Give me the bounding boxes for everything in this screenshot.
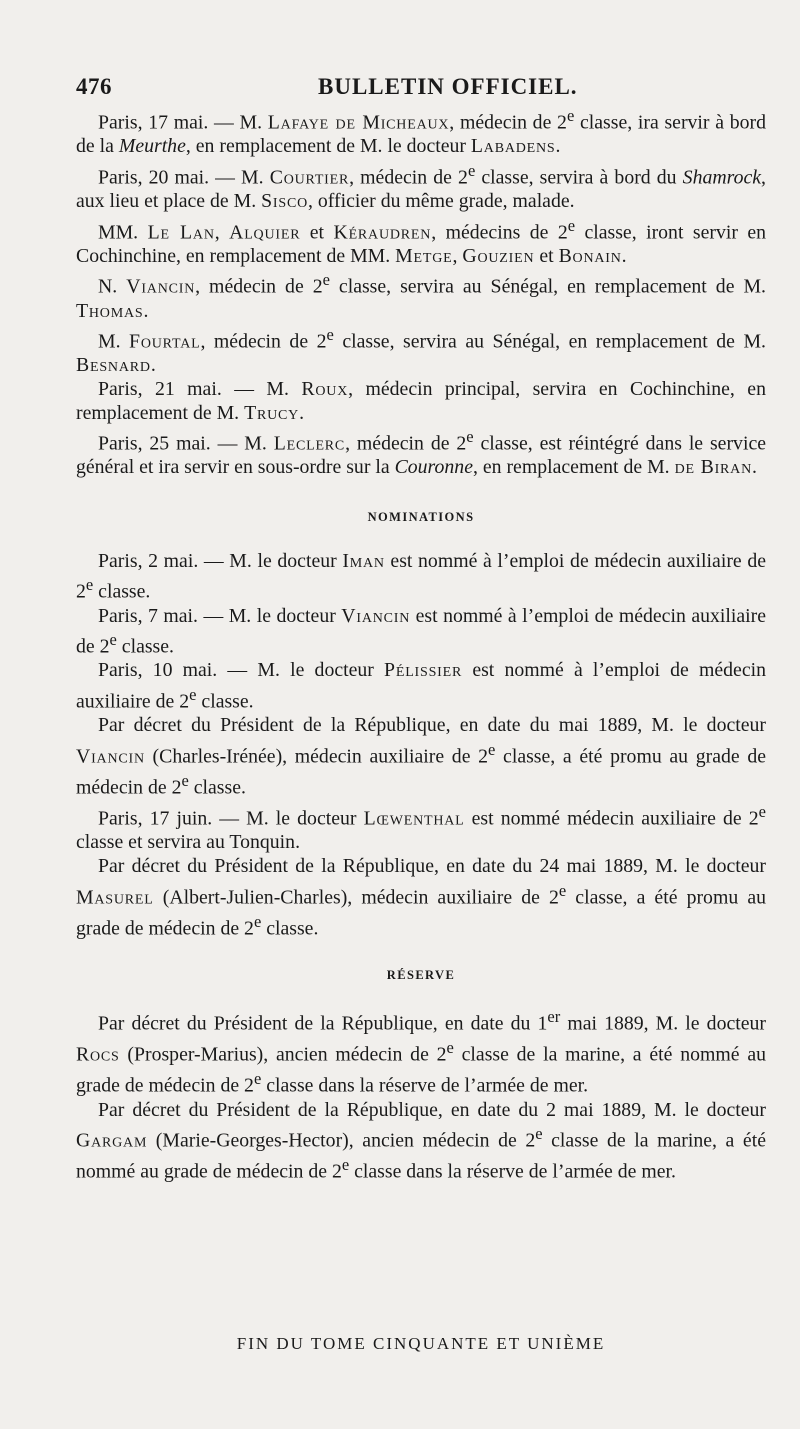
person-name: Bonain — [558, 244, 622, 267]
paragraph — [76, 855, 766, 941]
person-name: Courtier — [269, 166, 350, 189]
text-run: mai 1889, M. le docteur — [560, 1012, 766, 1035]
person-name: Lœwenthal — [363, 807, 465, 830]
text-run: Paris, 21 mai. — M. — [98, 377, 302, 400]
superscript: e — [253, 1069, 262, 1089]
text-run: , médecin de 2 — [195, 275, 323, 298]
text-run: classe. — [93, 581, 151, 604]
text-run: classe et servira au Tonquin. — [76, 831, 301, 854]
text-run: classe de la marine, a été nommé au grade de médecin de 2 — [76, 1043, 766, 1097]
person-name: Besnard — [76, 354, 151, 377]
nominations-title: NOMINATIONS — [367, 509, 475, 524]
person-name: de Biran — [674, 456, 752, 479]
text-run: , médecin de 2 — [345, 432, 467, 455]
text-run: , médecin principal, servira en Cochinchine, en remplacement de M. — [76, 377, 766, 424]
text-run: (Prosper-Marius), ancien médecin de 2 — [119, 1043, 447, 1066]
text-run: classe, a été promu au grade de médecin de 2 — [76, 886, 766, 940]
person-name: Alquier — [229, 221, 301, 244]
text-run: Par décret du Président de la République, en date du 1 — [98, 1012, 548, 1035]
text-run: classe. — [196, 690, 254, 713]
paragraph — [76, 268, 766, 323]
text-run: classe, a été promu au grade de médecin de 2 — [76, 745, 766, 799]
text-run: Paris, 17 juin. — M. le docteur — [98, 807, 364, 830]
text-run: , officier du même grade, malade. — [308, 189, 575, 212]
text-run: classe. — [188, 776, 246, 799]
text-run: (Charles-Irénée), médecin auxiliaire de 2 — [144, 745, 489, 768]
ship-name: Meurthe — [118, 135, 186, 158]
text-run: Par décret du Président de la République, en date du mai 1889, M. le docteur — [98, 714, 766, 737]
paragraph — [76, 425, 766, 480]
end-of-volume-line: FIN DU TOME CINQUANTE ET UNIÈME — [236, 1334, 606, 1354]
superscript: e — [341, 1155, 350, 1175]
text-run: classe dans la réserve de l’armée de mer. — [261, 1074, 589, 1097]
text-run: et — [534, 244, 559, 267]
text-run: Paris, 20 mai. — M. — [98, 166, 270, 189]
text-run: classe, servira au Sénégal, en remplacement de M. — [333, 330, 766, 353]
superscript: e — [322, 270, 330, 290]
superscript: e — [109, 630, 117, 650]
paragraph — [76, 159, 766, 214]
paragraph — [76, 714, 766, 800]
text-run: . — [143, 299, 149, 322]
text-run: (Marie-Georges-Hector), ancien médecin de 2 — [147, 1129, 536, 1152]
text-run: N. — [98, 275, 127, 298]
text-run: , médecin de 2 — [349, 166, 468, 189]
appointments-section — [76, 104, 766, 480]
person-name: Fourtal — [129, 330, 201, 353]
superscript: e — [535, 1124, 543, 1144]
paragraph — [76, 323, 766, 378]
person-name: Leclerc — [273, 432, 346, 455]
superscript: e — [566, 106, 575, 125]
text-run: Par décret du Président de la République, en date du 2 mai 1889, M. le docteur — [98, 1098, 766, 1121]
text-run: . — [299, 401, 305, 424]
page-number: 476 — [76, 74, 112, 99]
text-run: , — [214, 221, 230, 244]
text-run: , aux lieu et place de M. — [76, 166, 766, 212]
person-name: Labadens — [470, 135, 556, 158]
text-run: classe, iront servir en Cochinchine, en remplacement de MM. — [76, 221, 767, 267]
person-name: Kéraudren — [333, 221, 432, 244]
text-run: classe de la marine, a été nommé au grade de médecin de 2 — [76, 1129, 766, 1183]
superscript: e — [181, 771, 189, 790]
person-name: Le Lan — [147, 221, 215, 244]
superscript: e — [253, 911, 262, 931]
text-run: classe. — [116, 635, 174, 658]
text-run: Paris, 17 mai. — M. — [98, 111, 268, 134]
paragraph — [76, 605, 766, 660]
person-name: Gargam — [76, 1129, 148, 1152]
superscript: e — [758, 802, 766, 822]
text-run: Paris, 10 mai. — M. le docteur — [98, 659, 385, 682]
reserve-section — [76, 1005, 766, 1185]
text-run: est nommé à l’emploi de médecin auxiliaire de 2 — [76, 549, 766, 604]
text-run: , en remplacement de M. le docteur — [185, 135, 471, 158]
nominations-section — [76, 550, 766, 941]
paragraph — [76, 1005, 766, 1099]
text-run: classe dans la réserve de l’armée de mer. — [349, 1160, 676, 1183]
text-run: . — [150, 354, 156, 377]
text-run: , médecin de 2 — [449, 111, 567, 134]
text-run: classe. — [261, 917, 319, 940]
paragraph — [76, 550, 766, 605]
text-run: M. — [98, 330, 130, 353]
person-name: Trucy — [244, 401, 300, 424]
paragraph — [76, 214, 766, 269]
text-run: et — [300, 221, 334, 244]
text-run: est nommé à l’emploi de médecin auxiliaire de 2 — [76, 659, 766, 713]
text-run: classe, est réintégré dans le service général et ira servir en sous-ordre sur la — [76, 432, 766, 479]
page-header — [76, 56, 766, 104]
superscript: e — [189, 685, 197, 705]
person-name: Thomas — [76, 299, 144, 322]
superscript: e — [567, 215, 576, 235]
person-name: Gouzien — [462, 244, 535, 267]
text-run: Paris, 7 mai. — M. le docteur — [98, 604, 342, 627]
person-name: Iman — [342, 549, 385, 572]
superscript: er — [547, 1006, 561, 1026]
text-run: MM. — [98, 221, 148, 244]
person-name: Sisco — [261, 189, 309, 212]
person-name: Pélissier — [384, 659, 463, 682]
text-run: . — [555, 135, 561, 158]
text-run: classe, servira à bord du — [475, 166, 683, 189]
text-run: est nommé à l’emploi de médecin auxiliaire de 2 — [76, 604, 767, 658]
text-run: . — [752, 456, 757, 479]
text-run: classe, ira servir à bord de la — [76, 111, 766, 158]
ship-name: Couronne — [394, 456, 473, 479]
paragraph — [76, 659, 766, 714]
superscript: e — [558, 880, 567, 900]
person-name: Metge — [395, 244, 453, 267]
text-run: , en remplacement de M. — [472, 456, 675, 479]
superscript: e — [446, 1038, 454, 1058]
text-run: Paris, 2 mai. — M. le docteur — [98, 549, 343, 572]
person-name: Roux — [301, 377, 349, 400]
paragraph — [76, 1099, 766, 1185]
person-name: Lafaye de Micheaux — [267, 111, 450, 134]
paragraph — [76, 378, 766, 425]
person-name: Masurel — [76, 886, 154, 909]
page — [76, 56, 766, 1354]
person-name: Viancin — [76, 745, 145, 768]
text-run: est nommé médecin auxiliaire de 2 — [464, 807, 759, 830]
superscript: e — [326, 325, 334, 345]
paragraph — [76, 800, 766, 855]
running-title: BULLETIN OFFICIEL. — [318, 74, 578, 99]
superscript: e — [466, 427, 474, 447]
superscript: e — [488, 739, 496, 759]
paragraph — [76, 104, 766, 159]
text-run: classe, servira au Sénégal, en remplacement de M. — [329, 275, 766, 298]
ship-name: Shamrock — [682, 166, 762, 189]
text-run: Paris, 25 mai. — M. — [98, 432, 274, 455]
text-run: (Albert-Julien-Charles), médecin auxiliaire de 2 — [153, 886, 559, 909]
text-run: , médecins de 2 — [431, 221, 568, 244]
text-run: . — [621, 244, 627, 267]
text-run: , médecin de 2 — [200, 330, 327, 353]
person-name: Viancin — [341, 604, 411, 627]
reserve-title: RÉSERVE — [386, 967, 456, 982]
text-run: , — [452, 244, 463, 267]
superscript: e — [85, 575, 94, 595]
person-name: Rocs — [76, 1043, 120, 1066]
text-run: Par décret du Président de la République, en date du 24 mai 1889, M. le docteur — [98, 854, 766, 877]
person-name: Viancin — [126, 275, 196, 298]
superscript: e — [467, 160, 476, 180]
